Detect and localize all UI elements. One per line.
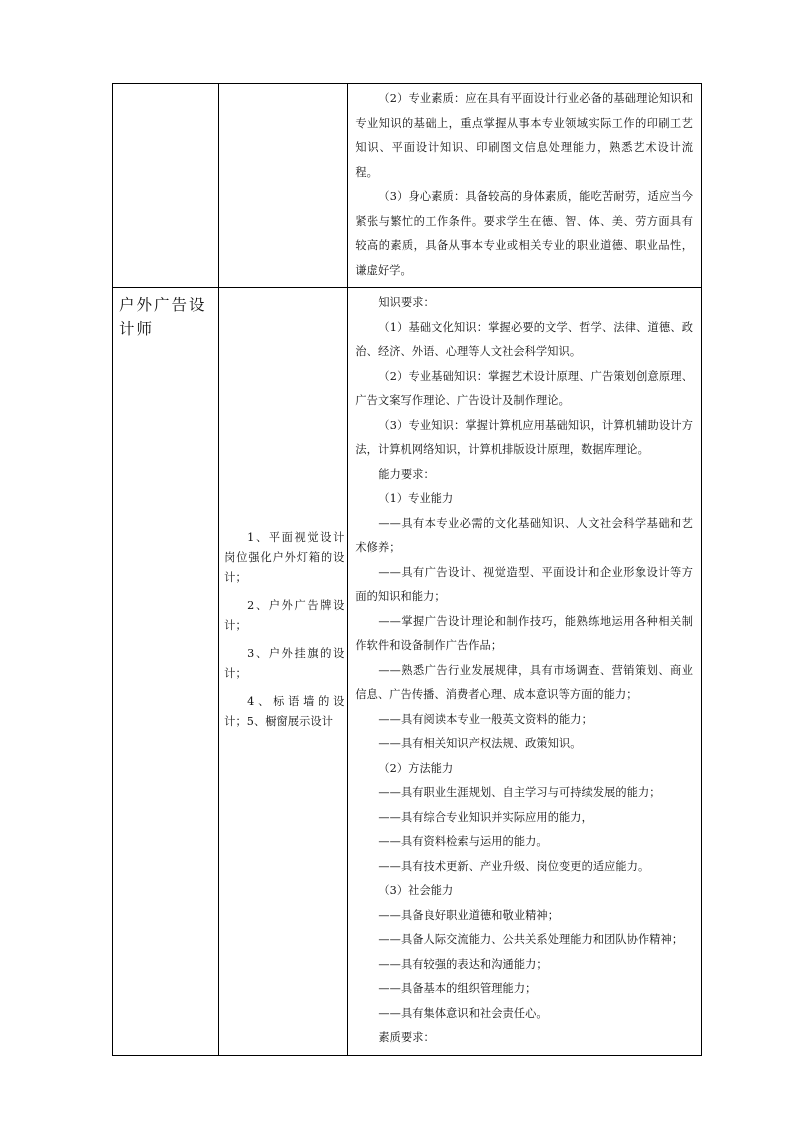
position-cell-empty — [113, 84, 219, 288]
duty-item: 2、户外广告牌设计； — [224, 599, 345, 632]
requirement-paragraph: ——具有广告设计、视觉造型、平面设计和企业形象设计等方面的知识和能力； — [355, 565, 693, 603]
requirement-paragraph: （3）身心素质：具备较高的身体素质，能吃苦耐劳，适应当今紧张与繁忙的工作条件。要求学生在德、智、体、美、劳方面具有较高的素质，具备从事本专业或相关专业的职业道德、职业品性，谦虚好学。 — [355, 190, 693, 277]
requirement-subheading: （3）社会能力 — [378, 884, 454, 897]
requirement-paragraph: ——具备基本的组织管理能力； — [378, 982, 537, 995]
requirements-cell — [348, 288, 702, 1056]
requirement-paragraph: ——掌握广告设计理论和制作技巧，能熟练地运用各种相关制作软件和设备制作广告作品； — [355, 614, 693, 652]
requirement-paragraph: ——熟悉广告行业发展规律，具有市场调查、营销策划、商业信息、广告传播、消费者心理、成本意识等方面的能力； — [355, 663, 693, 701]
requirement-paragraph: ——具有集体意识和社会责任心。 — [378, 1006, 548, 1020]
requirement-heading: 知识要求： — [378, 296, 435, 309]
duty-item: 1、平面视觉设计岗位强化户外灯箱的设计； — [224, 531, 345, 584]
requirement-subheading: （1）专业能力 — [378, 492, 454, 505]
requirement-paragraph: ——具备良好职业道德和敬业精神； — [378, 908, 559, 922]
requirement-heading: 能力要求： — [378, 467, 435, 481]
requirement-heading: 素质要求： — [378, 1031, 435, 1044]
requirement-paragraph: ——具有较强的表达和沟通能力； — [378, 957, 548, 971]
table-row — [113, 84, 702, 288]
job-requirements-table — [112, 83, 702, 1056]
requirement-paragraph: ——具有本专业必需的文化基础知识、人文社会科学基础和艺术修养； — [355, 516, 693, 554]
requirement-paragraph: （1）基础文化知识：掌握必要的文学、哲学、法律、道德、政治、经济、外语、心理等人文社会科学知识。 — [355, 320, 693, 358]
requirement-paragraph: （3）专业知识：掌握计算机应用基础知识，计算机辅助设计方法，计算机网络知识，计算机排版设计原理，数据库理论。 — [355, 418, 693, 456]
position-title: 户外广告设计师 — [119, 296, 207, 338]
requirement-subheading: （2）方法能力 — [378, 761, 454, 775]
requirements-cell — [348, 84, 702, 288]
requirement-paragraph: ——具有资料检索与运用的能力。 — [378, 835, 548, 848]
requirement-paragraph: ——具有相关知识产权法规、政策知识。 — [378, 737, 582, 750]
requirement-paragraph: （2）专业素质：应在具有平面设计行业必备的基础理论知识和专业知识的基础上，重点掌握从事本专业领域实际工作的印刷工艺知识、平面设计知识、印刷图文信息处理能力，熟悉艺术设计流程。 — [355, 92, 693, 179]
duty-item: 3、户外挂旗的设计； — [224, 647, 345, 680]
requirement-paragraph: ——具有综合专业知识并实际应用的能力， — [378, 810, 593, 824]
requirement-paragraph: ——具有职业生涯规划、自主学习与可持续发展的能力； — [378, 786, 661, 799]
requirement-paragraph: ——具备人际交流能力、公共关系处理能力和团队协作精神； — [378, 933, 684, 946]
requirement-paragraph: ——具有阅读本专业一般英文资料的能力； — [378, 712, 593, 726]
requirement-paragraph: （2）专业基础知识：掌握艺术设计原理、广告策划创意原理、广告文案写作理论、广告设计及制作理论。 — [355, 369, 693, 407]
duty-item: 4、标语墙的设计；5、橱窗展示设计 — [224, 695, 345, 728]
duties-cell — [219, 288, 348, 1056]
requirement-paragraph: ——具有技术更新、产业升级、岗位变更的适应能力。 — [378, 859, 650, 873]
table-row — [113, 288, 702, 1056]
position-cell — [113, 288, 219, 1056]
duties-cell-empty — [219, 84, 348, 288]
